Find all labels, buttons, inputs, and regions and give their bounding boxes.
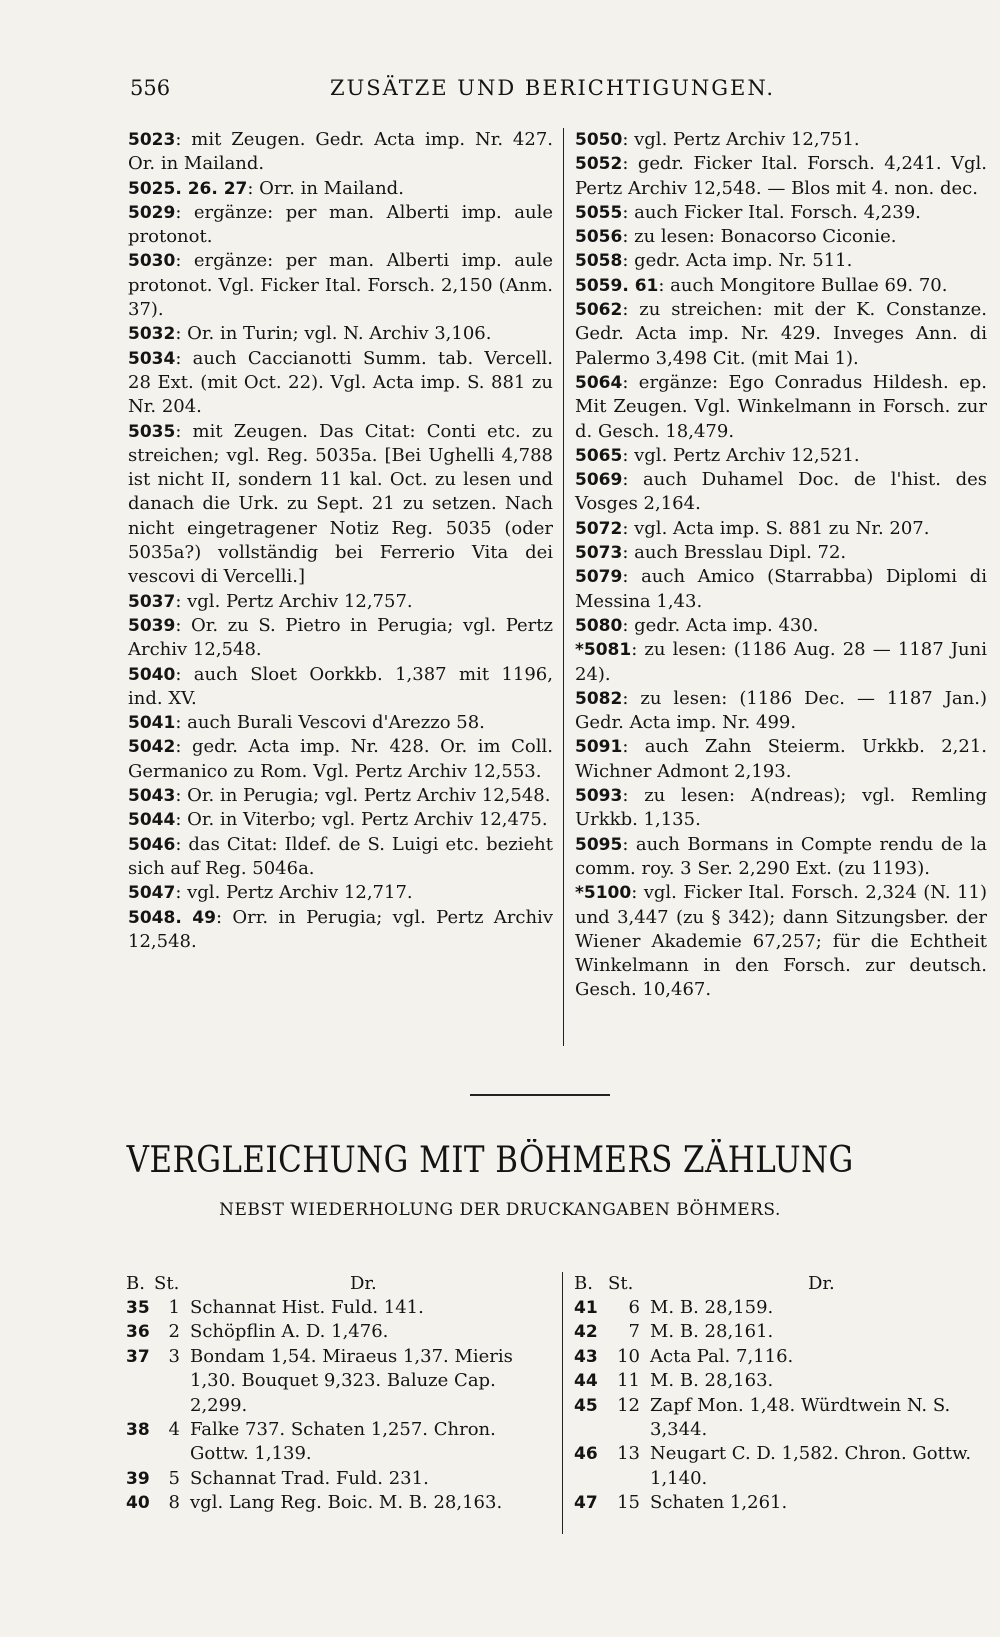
list-item: 5080: gedr. Acta imp. 430. bbox=[575, 614, 819, 636]
list-item: 5079: auch Amico (Starrabba) Diplomi di Messina 1,43. bbox=[575, 566, 987, 612]
table-row: 44 11 M. B. 28,163. bbox=[574, 1370, 774, 1392]
list-item: 5069: auch Duhamel Doc. de l'hist. des Vosges 2,164. bbox=[575, 469, 987, 515]
list-item: 5059. 61: auch Mongitore Bullae 69. 70. bbox=[575, 274, 948, 296]
list-item: 5095: auch Bormans in Compte rendu de la comm. roy. 3 Ser. 2,290 Ext. (zu 1193). bbox=[575, 833, 987, 879]
list-item: 5032: Or. in Turin; vgl. N. Archiv 3,106. bbox=[128, 323, 492, 345]
list-item: 5041: auch Burali Vescovi d'Arezzo 58. bbox=[128, 712, 485, 734]
list-item: 5046: das Citat: Ildef. de S. Luigi etc. bezieht sich auf Reg. 5046a. bbox=[128, 833, 553, 879]
concordance-table-right bbox=[574, 1272, 990, 1516]
table-header bbox=[574, 1272, 990, 1296]
list-item: 5082: zu lesen: (1186 Dec. — 1187 Jan.) Gedr. Acta imp. Nr. 499. bbox=[575, 687, 987, 734]
table-row: 45 12 Zapf Mon. 1,48. Würdtwein N. S. 3,344. bbox=[574, 1394, 951, 1441]
header-title: ZUSÄTZE UND BERICHTIGUNGEN. bbox=[330, 76, 776, 100]
table-column-divider bbox=[562, 1272, 563, 1534]
table-row: 35 1 Schannat Hist. Fuld. 141. bbox=[126, 1297, 424, 1318]
table-row: 37 3 Bondam 1,54. Miraeus 1,37. Mieris 1,30. Bouquet 9,323. Baluze Cap. 2,299. bbox=[126, 1345, 513, 1416]
list-item: 5040: auch Sloet Oorkkb. 1,387 mit 1196, ind. XV. bbox=[128, 663, 553, 709]
list-item: 5048. 49: Orr. in Perugia; vgl. Pertz Archiv 12,548. bbox=[128, 906, 553, 952]
left-column bbox=[128, 128, 553, 954]
list-item: 5050: vgl. Pertz Archiv 12,751. bbox=[575, 129, 860, 150]
table-row: 41 6 M. B. 28,159. bbox=[574, 1297, 774, 1318]
header-b: B. bbox=[574, 1273, 593, 1294]
header-dr: Dr. bbox=[350, 1273, 377, 1294]
list-item: 5029: ergänze: per man. Alberti imp. aule protonot. bbox=[128, 201, 553, 248]
running-head bbox=[0, 76, 1000, 106]
header-st: St. bbox=[154, 1273, 180, 1294]
list-item: *5100: vgl. Ficker Ital. Forsch. 2,324 (N. 11) und 3,447 (zu § 342); dann Sitzungsber. der Wiener Akademie 67,257; für die Echtheit Winkelmann in den Forsch. zur deutsch. Gesch. 10,467. bbox=[575, 882, 987, 1001]
header-st: St. bbox=[608, 1273, 634, 1294]
list-item: 5091: auch Zahn Steierm. Urkkb. 2,21. Wichner Admont 2,193. bbox=[575, 736, 987, 782]
header-b: B. bbox=[126, 1273, 145, 1294]
table-row: 38 4 Falke 737. Schaten 1,257. Chron. Gottw. 1,139. bbox=[126, 1419, 496, 1465]
list-item: 5044: Or. in Viterbo; vgl. Pertz Archiv 12,475. bbox=[128, 809, 548, 831]
list-item: 5052: gedr. Ficker Ital. Forsch. 4,241. Vgl. Pertz Archiv 12,548. — Blos mit 4. non. dec. bbox=[575, 153, 987, 199]
section-title: VERGLEICHUNG MIT BÖHMERS ZÄHLUNG bbox=[126, 1140, 854, 1181]
list-item: 5039: Or. zu S. Pietro in Perugia; vgl. Pertz Archiv 12,548. bbox=[128, 614, 553, 661]
list-item: 5072: vgl. Acta imp. S. 881 zu Nr. 207. bbox=[575, 517, 930, 539]
table-row: 42 7 M. B. 28,161. bbox=[574, 1321, 774, 1343]
table-row: 36 2 Schöpflin A. D. 1,476. bbox=[126, 1321, 389, 1343]
right-column bbox=[575, 128, 987, 1003]
table-row: 46 13 Neugart C. D. 1,582. Chron. Gottw. 1,140. bbox=[574, 1443, 972, 1489]
list-item: 5030: ergänze: per man. Alberti imp. aule protonot. Vgl. Ficker Ital. Forsch. 2,150 (Anm. 37). bbox=[128, 250, 553, 321]
list-item: 5064: ergänze: Ego Conradus Hildesh. ep. Mit Zeugen. Vgl. Winkelmann in Forsch. zur d. Gesch. 18,479. bbox=[575, 371, 987, 442]
list-item: 5062: zu streichen: mit der K. Constanze. Gedr. Acta imp. Nr. 429. Inveges Ann. di Palermo 3,498 Cit. (mit Mai 1). bbox=[575, 299, 987, 369]
list-item: 5093: zu lesen: A(ndreas); vgl. Remling Urkkb. 1,135. bbox=[575, 785, 987, 831]
concordance-table-left bbox=[126, 1272, 556, 1516]
list-item: 5035: mit Zeugen. Das Citat: Conti etc. zu streichen; vgl. Reg. 5035a. [Bei Ughelli 4,788 ist nicht II, sondern 11 kal. Oct. zu lesen und danach die Urk. zu Sept. 21 zu setzen. Nach nicht eingetragener Notiz Reg. 5035 (oder 5035a?) vollständig bei Ferrerio Vita dei vescovi di Vercelli.] bbox=[128, 420, 553, 588]
list-item: 5047: vgl. Pertz Archiv 12,717. bbox=[128, 882, 413, 904]
column-divider bbox=[563, 128, 564, 1046]
list-item: 5055: auch Ficker Ital. Forsch. 4,239. bbox=[575, 201, 921, 223]
section-separator bbox=[470, 1094, 610, 1096]
list-item: 5073: auch Bresslau Dipl. 72. bbox=[575, 542, 847, 564]
table-row: 40 8 vgl. Lang Reg. Boic. M. B. 28,163. bbox=[126, 1492, 503, 1514]
list-item: 5023: mit Zeugen. Gedr. Acta imp. Nr. 427. Or. in Mailand. bbox=[128, 129, 553, 175]
table-row: 39 5 Schannat Trad. Fuld. 231. bbox=[126, 1467, 429, 1489]
list-item: *5081: zu lesen: (1186 Aug. 28 — 1187 Juni 24). bbox=[575, 639, 987, 685]
list-item: 5065: vgl. Pertz Archiv 12,521. bbox=[575, 444, 860, 466]
list-item: 5058: gedr. Acta imp. Nr. 511. bbox=[575, 250, 853, 272]
table-header bbox=[126, 1272, 556, 1296]
list-item: 5042: gedr. Acta imp. Nr. 428. Or. im Coll. Germanico zu Rom. Vgl. Pertz Archiv 12,553. bbox=[128, 736, 553, 782]
list-item: 5034: auch Caccianotti Summ. tab. Vercell. 28 Ext. (mit Oct. 22). Vgl. Acta imp. S. 881 zu Nr. 204. bbox=[128, 347, 553, 418]
list-item: 5037: vgl. Pertz Archiv 12,757. bbox=[128, 590, 413, 612]
table-row: 43 10 Acta Pal. 7,116. bbox=[574, 1345, 794, 1367]
page-number: 556 bbox=[130, 76, 171, 100]
table-row: 47 15 Schaten 1,261. bbox=[574, 1492, 788, 1514]
list-item: 5056: zu lesen: Bonacorso Ciconie. bbox=[575, 226, 897, 248]
list-item: 5043: Or. in Perugia; vgl. Pertz Archiv 12,548. bbox=[128, 785, 551, 807]
header-dr: Dr. bbox=[808, 1273, 835, 1294]
list-item: 5025. 26. 27: Orr. in Mailand. bbox=[128, 177, 404, 199]
section-subtitle: NEBST WIEDERHOLUNG DER DRUCKANGABEN BÖHMERS. bbox=[219, 1200, 781, 1220]
